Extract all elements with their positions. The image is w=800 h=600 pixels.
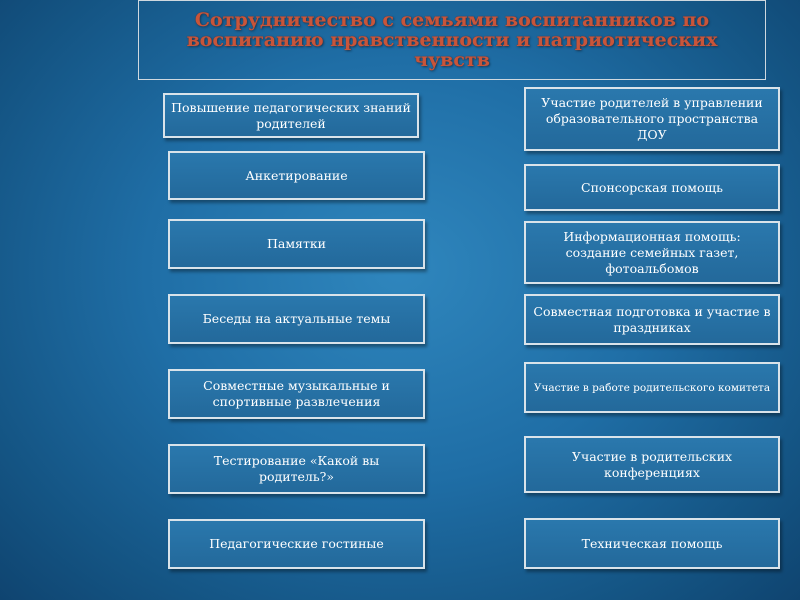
right-box-parents-committee bbox=[524, 362, 780, 413]
left-box-label: Педагогические гостиные bbox=[209, 536, 384, 551]
right-box-management-participation bbox=[524, 87, 780, 151]
left-box-conversations bbox=[168, 294, 425, 344]
left-box-testing bbox=[168, 444, 425, 494]
left-box-label: Беседы на актуальные темы bbox=[202, 311, 391, 326]
title-box bbox=[138, 0, 766, 80]
right-box-label: Совместная подготовка и участие в праздниках bbox=[533, 303, 771, 335]
left-box-questionnaire bbox=[168, 151, 425, 200]
left-box-label: Совместные музыкальные и спортивные развлечения bbox=[203, 378, 390, 409]
right-box-technical-help bbox=[524, 518, 780, 569]
right-box-label: Спонсорская помощь bbox=[581, 179, 723, 195]
right-box-sponsorship bbox=[524, 164, 780, 211]
right-box-holiday-preparation bbox=[524, 294, 780, 345]
left-box-memos bbox=[168, 219, 425, 269]
left-box-label: Тестирование «Какой вы родитель?» bbox=[213, 453, 380, 484]
right-box-label: Участие в работе родительского комитета bbox=[533, 381, 771, 394]
left-box-label: Памятки bbox=[266, 236, 327, 251]
right-box-label: Информационная помощь: создание семейных газет, фотоальбомов bbox=[563, 228, 741, 276]
right-box-label: Участие в родительских конференциях bbox=[571, 448, 733, 480]
left-box-label: Анкетирование bbox=[245, 167, 348, 183]
right-box-label: Участие родителей в управлении образовательного пространства ДОУ bbox=[541, 95, 763, 142]
diagram-title: Сотрудничество с семьями воспитанников по воспитанию нравственности и патриотических чувств bbox=[186, 9, 718, 71]
left-box-joint-entertainment bbox=[168, 369, 425, 419]
left-box-pedagogical-knowledge bbox=[163, 93, 419, 138]
right-box-information-help bbox=[524, 221, 780, 284]
right-box-parent-conferences bbox=[524, 436, 780, 493]
left-box-pedagogical-lounges bbox=[168, 519, 425, 569]
left-box-label: Повышение педагогических знаний родителей bbox=[171, 99, 411, 131]
right-box-label: Техническая помощь bbox=[581, 535, 723, 551]
